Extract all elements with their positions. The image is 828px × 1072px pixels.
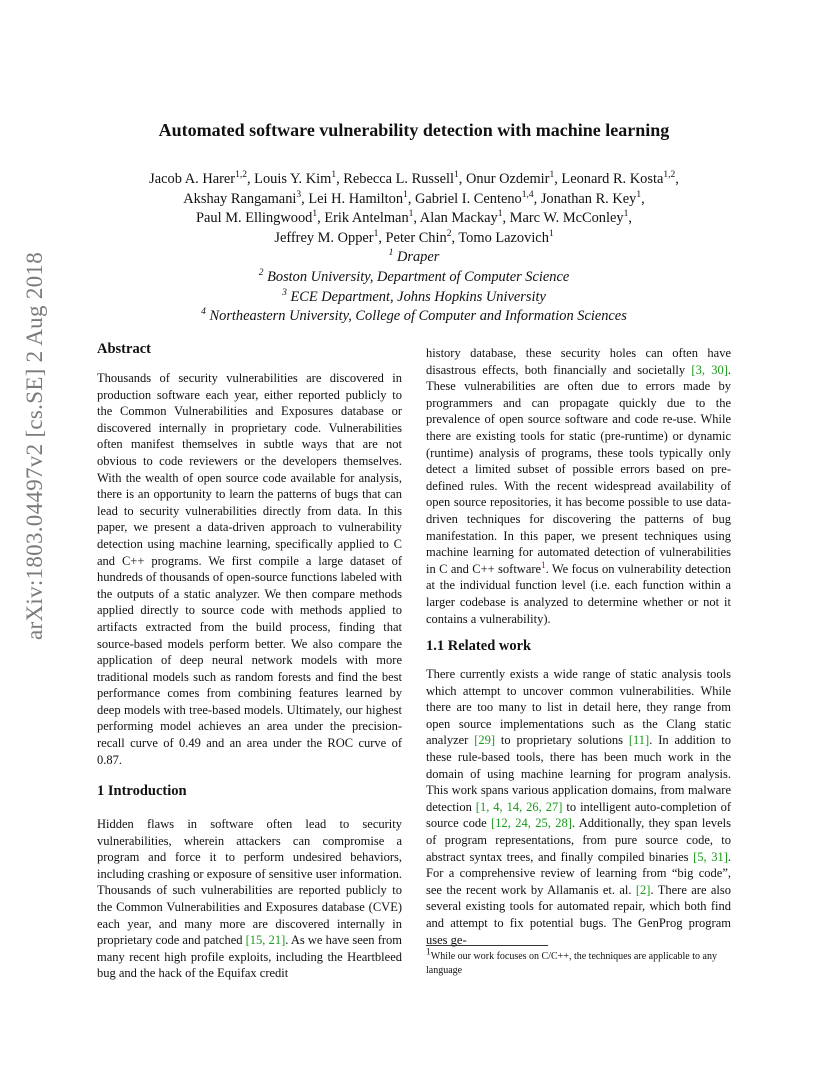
related-work-text [426,666,731,948]
author-affiliation-mark: 1 [403,189,408,200]
affiliation-mark: 3 [282,287,287,298]
body-text: to intelligent auto-completion of source code [426,799,731,831]
body-text: . These vulnerabilities are often due to errors made by programmers and can propagate quickly due to the prevalence of open source software and code re-use. While there are existing tools for static (pre-runtime) or dynamic (runtime) analysis of programs, these tools typically only detect a limited subset of possible errors based on pre-defined rules. With the recent widespread availability of open source repositories, it has become possible to use data-driven techniques for discovering the patterns of bug manifestation. In this paper, we present techniques using machine learning for automated detection of vulnerabilities in C and C++ software [426,362,731,576]
citation-link[interactable]: [12, 24, 25, 28] [491,816,572,831]
introduction-heading: 1 Introduction [97,783,187,799]
author-name: Alan Mackay [419,210,498,227]
affiliation-mark: 1 [388,248,394,259]
author-affiliation-mark: 1 [408,209,414,220]
introduction-text-left [97,816,402,982]
author-name: Marc W. McConley [509,210,624,227]
author-name: Peter Chin [385,229,447,246]
author-affiliation-mark: 1 [548,228,554,239]
body-text: . We focus on vulnerability detection at the individual function level (i.e. each function within a larger codebase is analyzed to determine whether or not it contains a vulnerability). [426,561,731,626]
author-affiliation-mark: 3 [296,189,302,200]
author-name: Rebecca L. Russell [343,171,454,187]
author-name: Gabriel I. Centeno [415,190,522,207]
body-text: to proprietary solutions [495,733,629,748]
citation-link[interactable]: [1, 4, 14, 26, 27] [475,799,563,814]
author-name: Louis Y. Kim [254,171,332,187]
affiliation [60,307,768,327]
author-name: Erik Antelman [324,210,409,227]
affiliation-name: ECE Department, Johns Hopkins University [286,288,546,305]
author-affiliation-mark: 1 [453,170,459,181]
body-text: history database, these security holes can often have disastrous effects, both financially and societally [426,346,731,377]
footnote-text: While our work focuses on C/C++, the techniques are applicable to any language [426,951,717,976]
citation-link[interactable]: [5, 31] [693,849,728,864]
author-affiliation-mark: 1 [312,209,318,220]
introduction-text-right [426,345,731,627]
author-name: Jonathan R. Key [540,190,637,207]
author-line: Paul M. Ellingwood$^1$, Erik Antelman$^1$, Alan Mackay$^1$, Marc W. McConley$^1$, [196,209,632,227]
affiliation [60,288,768,308]
author-affiliation-mark: 1 [373,228,379,239]
affiliation [60,248,768,268]
abstract-text: Thousands of security vulnerabilities are discovered in production software each year, either reported publicly to the Common Vulnerabilities and Exposures database or discovered internally in proprietary code. Vulnerabilities often manifest themselves in subtle ways that are not obvious to code reviewers or the developers themselves. With the wealth of open source code available for analysis, there is an opportunity to learn the patterns of bugs that can lead to security vulnerabilities directly from data. In this paper, we present a data-driven approach to vulnerability detection using machine learning, specifically applied to C and C++ programs. We first compile a large dataset of hundreds of thousands of open-source functions labeled with the outputs of a static analyzer. We then compare methods applied directly to source code with methods applied to artifacts extracted from the build process, finding that source-based models perform better. We also compare the application of deep neural network models with more traditional models such as random forests and find the best performance comes from combining features learned by deep models with tree-based models. Ultimately, our highest performing model achieves an area under the precision-recall curve of 0.49 and an area under the ROC curve of 0.87. [97,371,402,767]
author-name: Leonard R. Kosta [561,171,664,187]
affiliation-mark: 4 [201,307,206,318]
affiliation [60,268,768,288]
body-text: . As we have seen from many recent high profile exploits, including the Heartbleed bug and the hack of the Equifax credit [97,933,402,981]
body-text: . Additionally, they span levels of program representations, from pure source code, to abstract syntax trees, and finally compiled binaries [426,816,732,864]
author-affiliation-mark: 1,4 [521,189,534,200]
affiliation-name: Boston University, Department of Computer Science [263,268,570,285]
footnote-link[interactable]: 1 [541,559,546,570]
body-text: There currently exists a wide range of static analysis tools which attempt to uncover common vulnerabilities. While there are too many to list in detail here, they range from open source implementations such as the Clang static analyzer [426,667,731,748]
body-text: Hidden flaws in software often lead to security vulnerabilities, wherein attackers can compromise a program and force it to perform undesired behaviors, including crashing or exposure of sensitive user information. Thousands of such vulnerabilities are reported publicly to the Common Vulnerabilities and Exposures database (CVE) each year, and many more are discovered internally in proprietary code and patched [97,817,402,948]
introduction-right-column [426,345,731,627]
affiliation-name: Draper [393,249,440,266]
footnote-rule [426,945,548,946]
author-name: Paul M. Ellingwood [196,210,313,227]
author-affiliation-mark: 1,2 [235,170,247,181]
citation-link[interactable]: [29] [474,733,496,748]
author-name: Jeffrey M. Opper [274,229,374,246]
related-work-heading: 1.1 Related work [426,638,532,654]
author-name: Lei H. Hamilton [308,190,404,207]
citation-link[interactable]: [2] [635,882,651,897]
body-text: . In addition to these rule-based tools, there has been much work in the domain of using machine learning for program analysis. This work spans various application domains, from malware detection [426,733,732,814]
footnote [426,947,731,977]
affiliation-list [60,248,768,326]
abstract-body [97,370,402,768]
author-affiliation-mark: 1 [623,209,629,220]
author-line: Akshay Rangamani$^3$, Lei H. Hamilton$^1$, Gabriel I. Centeno$^{1,4}$, Jonathan R. Key$^1$, [183,189,645,207]
citation-link[interactable]: [3, 30] [691,362,728,377]
author-affiliation-mark: 1 [549,170,555,181]
body-text: . There are also several existing tools for automated repair, which both find and attempt to fix potential bugs. The GenProg program uses ge- [426,882,731,947]
introduction-left-column [97,816,402,982]
author-affiliation-mark: 1 [497,209,503,220]
author-affiliation-mark: 1 [636,189,642,200]
citation-link[interactable]: [11] [628,733,650,748]
author-name: Tomo Lazovich [458,229,549,246]
author-name: Akshay Rangamani [183,190,297,207]
author-name: Onur Ozdemir [465,171,550,187]
citation-link[interactable]: [15, 21] [245,933,286,948]
author-line: Jeffrey M. Opper$^1$, Peter Chin$^2$, Tomo Lazovich$^1$ [274,228,554,246]
author-block [60,170,768,327]
arxiv-identifier: arXiv:1803.04497v2 [cs.SE] 2 Aug 2018 [22,251,47,640]
related-work-column [426,666,731,948]
author-name: Jacob A. Harer [149,171,236,187]
body-text: . For a comprehensive review of learning from “big code”, see the recent work by Allamanis et. al. [426,849,731,897]
abstract-heading: Abstract [97,341,151,357]
paper-title: Automated software vulnerability detection with machine learning [158,120,670,140]
author-line: Jacob A. Harer$^{1,2}$, Louis Y. Kim$^1$, Rebecca L. Russell$^1$, Onur Ozdemir$^1$, Leonard R. Kosta$^{1,2}$, [149,170,679,187]
footnote-mark: 1 [426,947,431,958]
author-affiliation-mark: 2 [446,228,452,239]
author-affiliation-mark: 1 [331,170,337,181]
author-affiliation-mark: 1,2 [663,170,676,181]
author-list [60,170,768,248]
affiliation-mark: 2 [258,268,264,279]
affiliation-name: Northeastern University, College of Computer and Information Sciences [205,308,627,325]
